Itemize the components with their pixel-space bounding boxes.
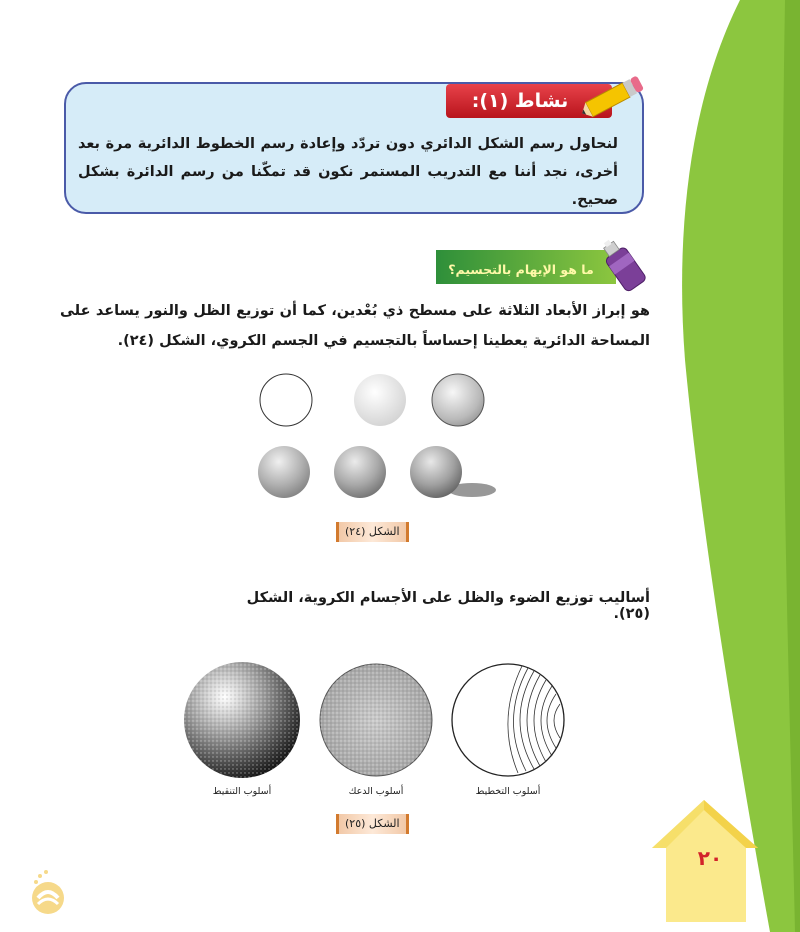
activity-title: نشاط (١): bbox=[471, 90, 569, 112]
shading-intro-text: أساليب توزيع الضوء والظل على الأجسام الكروية، الشكل (٢٥). bbox=[246, 590, 650, 622]
publisher-logo-icon bbox=[28, 868, 68, 918]
section-title: ما هو الإيهام بالتجسيم؟ bbox=[448, 262, 594, 277]
hatching-sphere bbox=[452, 664, 564, 776]
figure-25-caption: الشكل (٢٥) bbox=[336, 814, 409, 834]
figure-24-spheres bbox=[250, 368, 510, 518]
rubbing-sphere bbox=[320, 664, 432, 776]
sphere-5 bbox=[334, 446, 386, 498]
figure-25-shading-styles bbox=[180, 660, 580, 790]
sphere-2 bbox=[354, 374, 406, 426]
stippling-sphere bbox=[184, 662, 300, 778]
sphere-1 bbox=[432, 374, 484, 426]
section-body-text: هو إبراز الأبعاد الثلاثة على مسطح ذي بُعْدين، كما أن توزيع الظل والنور يساعد على المساحة الدائرية يعطينا إحساساً بالتجسيم في الجسم الكروي، الشكل (٢٤). bbox=[60, 303, 650, 349]
sphere-4 bbox=[410, 446, 462, 498]
page-number: ٢٠ bbox=[697, 846, 723, 870]
figure-24-caption: الشكل (٢٤) bbox=[336, 522, 409, 542]
label-rubbing: أسلوب الدعك bbox=[348, 786, 404, 797]
glue-tube-icon bbox=[598, 234, 658, 304]
sphere-6 bbox=[258, 446, 310, 498]
label-stippling: أسلوب التنقيط bbox=[212, 786, 272, 797]
label-hatching: أسلوب التخطيط bbox=[475, 786, 541, 797]
pencil-icon bbox=[578, 72, 648, 122]
activity-text: لنحاول رسم الشكل الدائري دون تردّد وإعادة رسم الخطوط الدائرية مرة بعد أخرى، نجد أننا مع التدريب المستمر نكون قد تمكّنا من رسم الدائرة بشكل صحيح. bbox=[78, 136, 618, 208]
sphere-3 bbox=[260, 374, 312, 426]
